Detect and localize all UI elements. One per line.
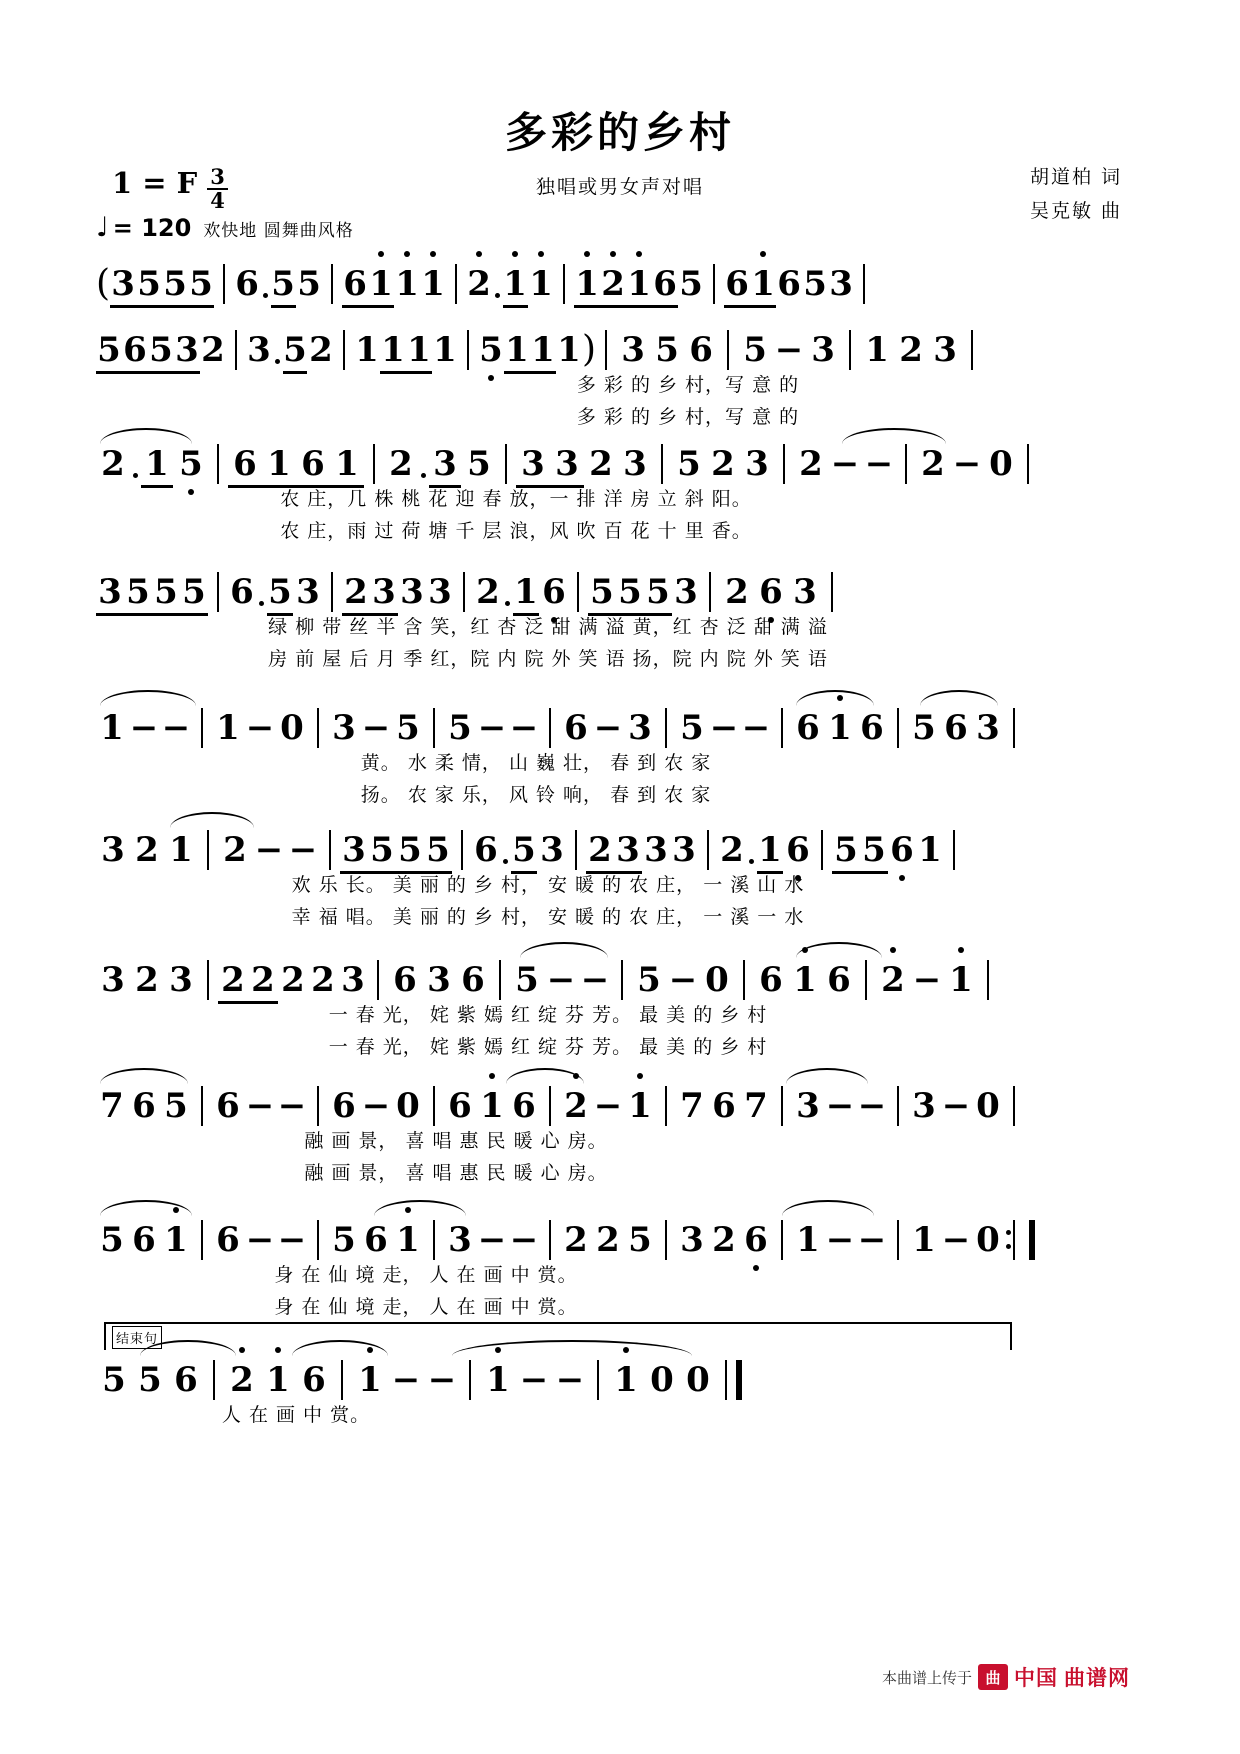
final-barline — [725, 1360, 742, 1400]
barline — [469, 1360, 471, 1400]
lyric-text: 人 在 画 中 赏。 — [221, 1404, 371, 1426]
barline — [317, 708, 319, 748]
note-row: 5 5 6 2 1 6 1 − − 1 − − 1 0 0 — [96, 1348, 1106, 1400]
lyric-row-verse1 — [96, 1000, 1106, 1032]
lyric-text: 绿 柳 带 丝 半 含 笑，红 杏 泛 甜 满 溢 黄，红 杏 泛 甜 满 溢 — [268, 616, 828, 638]
lyric-text: 欢 乐 长。 美 丽 的 乡 村， 安 暖 的 农 庄， 一 溪 山 水 — [291, 874, 805, 896]
barline — [661, 444, 663, 484]
performance-note: 独唱或男女声对唱 — [535, 176, 704, 198]
barline — [317, 1220, 319, 1260]
system-10 — [96, 1348, 1106, 1432]
lyric-row-verse1 — [96, 370, 1106, 402]
note-row: 3 2 3 2 2 2 2 3 6 3 6 5 − − 5 − 0 6 1 6 2 − 1 — [96, 948, 1106, 1000]
barline — [433, 708, 435, 748]
barline — [707, 830, 709, 870]
note-row: 5 6 5 3 2 3 5 2 1 1 1 1 5 1 1 1 ) 3 5 6 5 − 3 1 2 3 — [96, 318, 1106, 370]
lyric-row-verse2 — [96, 1032, 1106, 1064]
barline — [373, 444, 375, 484]
lyric-row-verse2 — [96, 644, 1106, 676]
lyric-text: 融 画 景， 喜 唱 惠 民 暖 心 房。 — [304, 1162, 608, 1184]
note-row: 7 6 5 6 − − 6 − 0 6 1 6 2 − 1 7 6 7 3 − − 3 − 0 — [96, 1074, 1106, 1126]
note-row: 1 − − 1 − 0 3 − 5 5 − − 6 − 3 5 − − 6 1 6 5 6 3 — [96, 696, 1106, 748]
system-2 — [96, 318, 1106, 434]
lyric-text: 一 春 光， 姹 紫 嫣 红 绽 芬 芳。 最 美 的 乡 村 — [328, 1036, 768, 1058]
page-title: 多彩的乡村 — [504, 108, 735, 157]
lyric-text: 身 在 仙 境 走， 人 在 画 中 赏。 — [274, 1264, 578, 1286]
barline — [831, 572, 833, 612]
barline — [201, 1086, 203, 1126]
lyric-text: 房 前 屋 后 月 季 红，院 内 院 外 笑 语 扬，院 内 院 外 笑 语 — [268, 648, 828, 670]
lyric-row-verse1 — [96, 484, 1106, 516]
site-brand-part2: 曲谱网 — [1064, 1666, 1130, 1690]
note-row: ( 3 5 5 5 6 5 5 6 1 1 1 2 1 1 1 2 1 6 5 6 1 6 5 3 — [96, 252, 1106, 304]
system-1 — [96, 252, 1106, 304]
barline — [463, 572, 465, 612]
system-5 — [96, 696, 1106, 812]
barline — [201, 1220, 203, 1260]
barline — [897, 1220, 899, 1260]
lyric-text: 幸 福 唱。 美 丽 的 乡 村， 安 暖 的 农 庄， 一 溪 一 水 — [291, 906, 805, 928]
barline — [575, 830, 577, 870]
barline — [987, 960, 989, 1000]
barline — [201, 708, 203, 748]
barline — [743, 960, 745, 1000]
barline — [331, 264, 333, 304]
barline — [223, 264, 225, 304]
system-7 — [96, 948, 1106, 1064]
barline — [865, 960, 867, 1000]
barline — [605, 330, 607, 370]
quarter-note-icon: ♩ — [96, 212, 109, 243]
tempo-value: = 120 — [112, 214, 192, 242]
lyric-text: 农 庄，雨 过 荷 塘 千 层 浪，风 吹 百 花 十 里 香。 — [280, 520, 752, 542]
barline — [863, 264, 865, 304]
lyric-row-verse1 — [96, 612, 1106, 644]
barline — [905, 444, 907, 484]
lyricist-credit: 胡道柏 词 — [1029, 166, 1122, 188]
key-label: 1 = F — [112, 166, 198, 200]
lyric-text: 农 庄，几 株 桃 花 迎 春 放，一 排 洋 房 立 斜 阳。 — [280, 488, 752, 510]
barline — [207, 830, 209, 870]
system-3 — [96, 432, 1106, 548]
barline — [563, 264, 565, 304]
barline — [665, 1220, 667, 1260]
note-row: 2 1 5 6 1 6 1 2 3 5 3 3 2 3 5 2 3 2 − − 2 − 0 — [96, 432, 1106, 484]
barline — [709, 572, 711, 612]
lyric-row-verse1 — [96, 870, 1106, 902]
lyric-row-verse2 — [96, 902, 1106, 934]
barline — [505, 444, 507, 484]
barline — [329, 830, 331, 870]
barline — [727, 330, 729, 370]
time-signature — [207, 166, 228, 212]
lyric-text: 黄。 水 柔 情， 山 巍 壮， 春 到 农 家 — [360, 752, 712, 774]
note-row: 3 2 1 2 − − 3 5 5 5 6 5 3 2 3 3 3 2 1 6 5 5 6 1 — [96, 818, 1106, 870]
site-logo-icon: 曲 — [978, 1664, 1008, 1690]
barline — [781, 1086, 783, 1126]
barline — [897, 1086, 899, 1126]
barline — [953, 830, 955, 870]
lyric-text: 多 彩 的 乡 村，写 意 的 — [576, 406, 800, 428]
barline — [217, 572, 219, 612]
barline — [597, 1360, 599, 1400]
barline — [317, 1086, 319, 1126]
site-brand-part1: 中国 — [1014, 1666, 1058, 1690]
barline — [499, 960, 501, 1000]
barline — [665, 708, 667, 748]
barline — [621, 960, 623, 1000]
barline — [207, 960, 209, 1000]
barline — [549, 1220, 551, 1260]
lyric-text: 融 画 景， 喜 唱 惠 民 暖 心 房。 — [304, 1130, 608, 1152]
key-signature — [112, 166, 228, 212]
close-paren: ) — [582, 329, 597, 370]
barline — [897, 708, 899, 748]
lyric-row-verse1 — [96, 1260, 1106, 1292]
lyric-text: 一 春 光， 姹 紫 嫣 红 绽 芬 芳。 最 美 的 乡 村 — [328, 1004, 768, 1026]
lyric-text: 扬。 农 家 乐， 风 铃 响， 春 到 农 家 — [360, 784, 712, 806]
barline — [343, 330, 345, 370]
barline — [467, 330, 469, 370]
barline — [849, 330, 851, 370]
barline — [455, 264, 457, 304]
lyric-row-verse1 — [96, 1126, 1106, 1158]
footer-text: 本曲谱上传于 — [881, 1668, 972, 1687]
barline — [331, 572, 333, 612]
barline — [549, 1086, 551, 1126]
barline — [783, 444, 785, 484]
ending-bracket — [104, 1322, 1012, 1350]
lyric-text: 身 在 仙 境 走， 人 在 画 中 赏。 — [274, 1296, 578, 1318]
barline — [665, 1086, 667, 1126]
barline — [781, 1220, 783, 1260]
barline — [461, 830, 463, 870]
barline — [1013, 708, 1015, 748]
tempo-style: 欢快地 圆舞曲风格 — [203, 221, 354, 241]
barline — [549, 708, 551, 748]
barline — [781, 708, 783, 748]
barline — [971, 330, 973, 370]
barline — [821, 830, 823, 870]
time-denominator: 4 — [210, 188, 225, 214]
lyric-row-verse2 — [96, 516, 1106, 548]
lyric-row-verse1 — [96, 1400, 1106, 1432]
system-8 — [96, 1074, 1106, 1190]
note-row: 3 5 5 5 6 5 3 2 3 3 3 2 1 6 5 5 5 3 2 6 3 — [96, 560, 1106, 612]
barline — [217, 444, 219, 484]
repeat-barline — [1013, 1220, 1035, 1260]
barline — [433, 1220, 435, 1260]
tempo-marking — [96, 212, 354, 243]
system-6 — [96, 818, 1106, 934]
lyric-row-verse2 — [96, 402, 1106, 434]
lyric-row-verse2 — [96, 1158, 1106, 1190]
ending-label: 结束句 — [112, 1326, 162, 1349]
credits — [1030, 160, 1122, 228]
system-4 — [96, 560, 1106, 676]
barline — [377, 960, 379, 1000]
barline — [577, 572, 579, 612]
barline — [213, 1360, 215, 1400]
barline — [341, 1360, 343, 1400]
lyric-row-verse2 — [96, 780, 1106, 812]
composer-credit: 吴克敏 曲 — [1029, 200, 1122, 222]
footer-credit — [882, 1662, 1130, 1692]
lyric-row-verse2 — [96, 1292, 1106, 1324]
barline — [235, 330, 237, 370]
note-row: 5 6 1 6 − − 5 6 1 3 − − 2 2 5 3 2 6 1 − − 1 − 0 — [96, 1208, 1106, 1260]
time-numerator: 3 — [207, 166, 228, 190]
barline — [433, 1086, 435, 1126]
barline — [1013, 1086, 1015, 1126]
barline — [713, 264, 715, 304]
barline — [1027, 444, 1029, 484]
system-9 — [96, 1208, 1106, 1324]
lyric-text: 多 彩 的 乡 村，写 意 的 — [576, 374, 800, 396]
open-paren: ( — [96, 263, 111, 304]
lyric-row-verse1 — [96, 748, 1106, 780]
